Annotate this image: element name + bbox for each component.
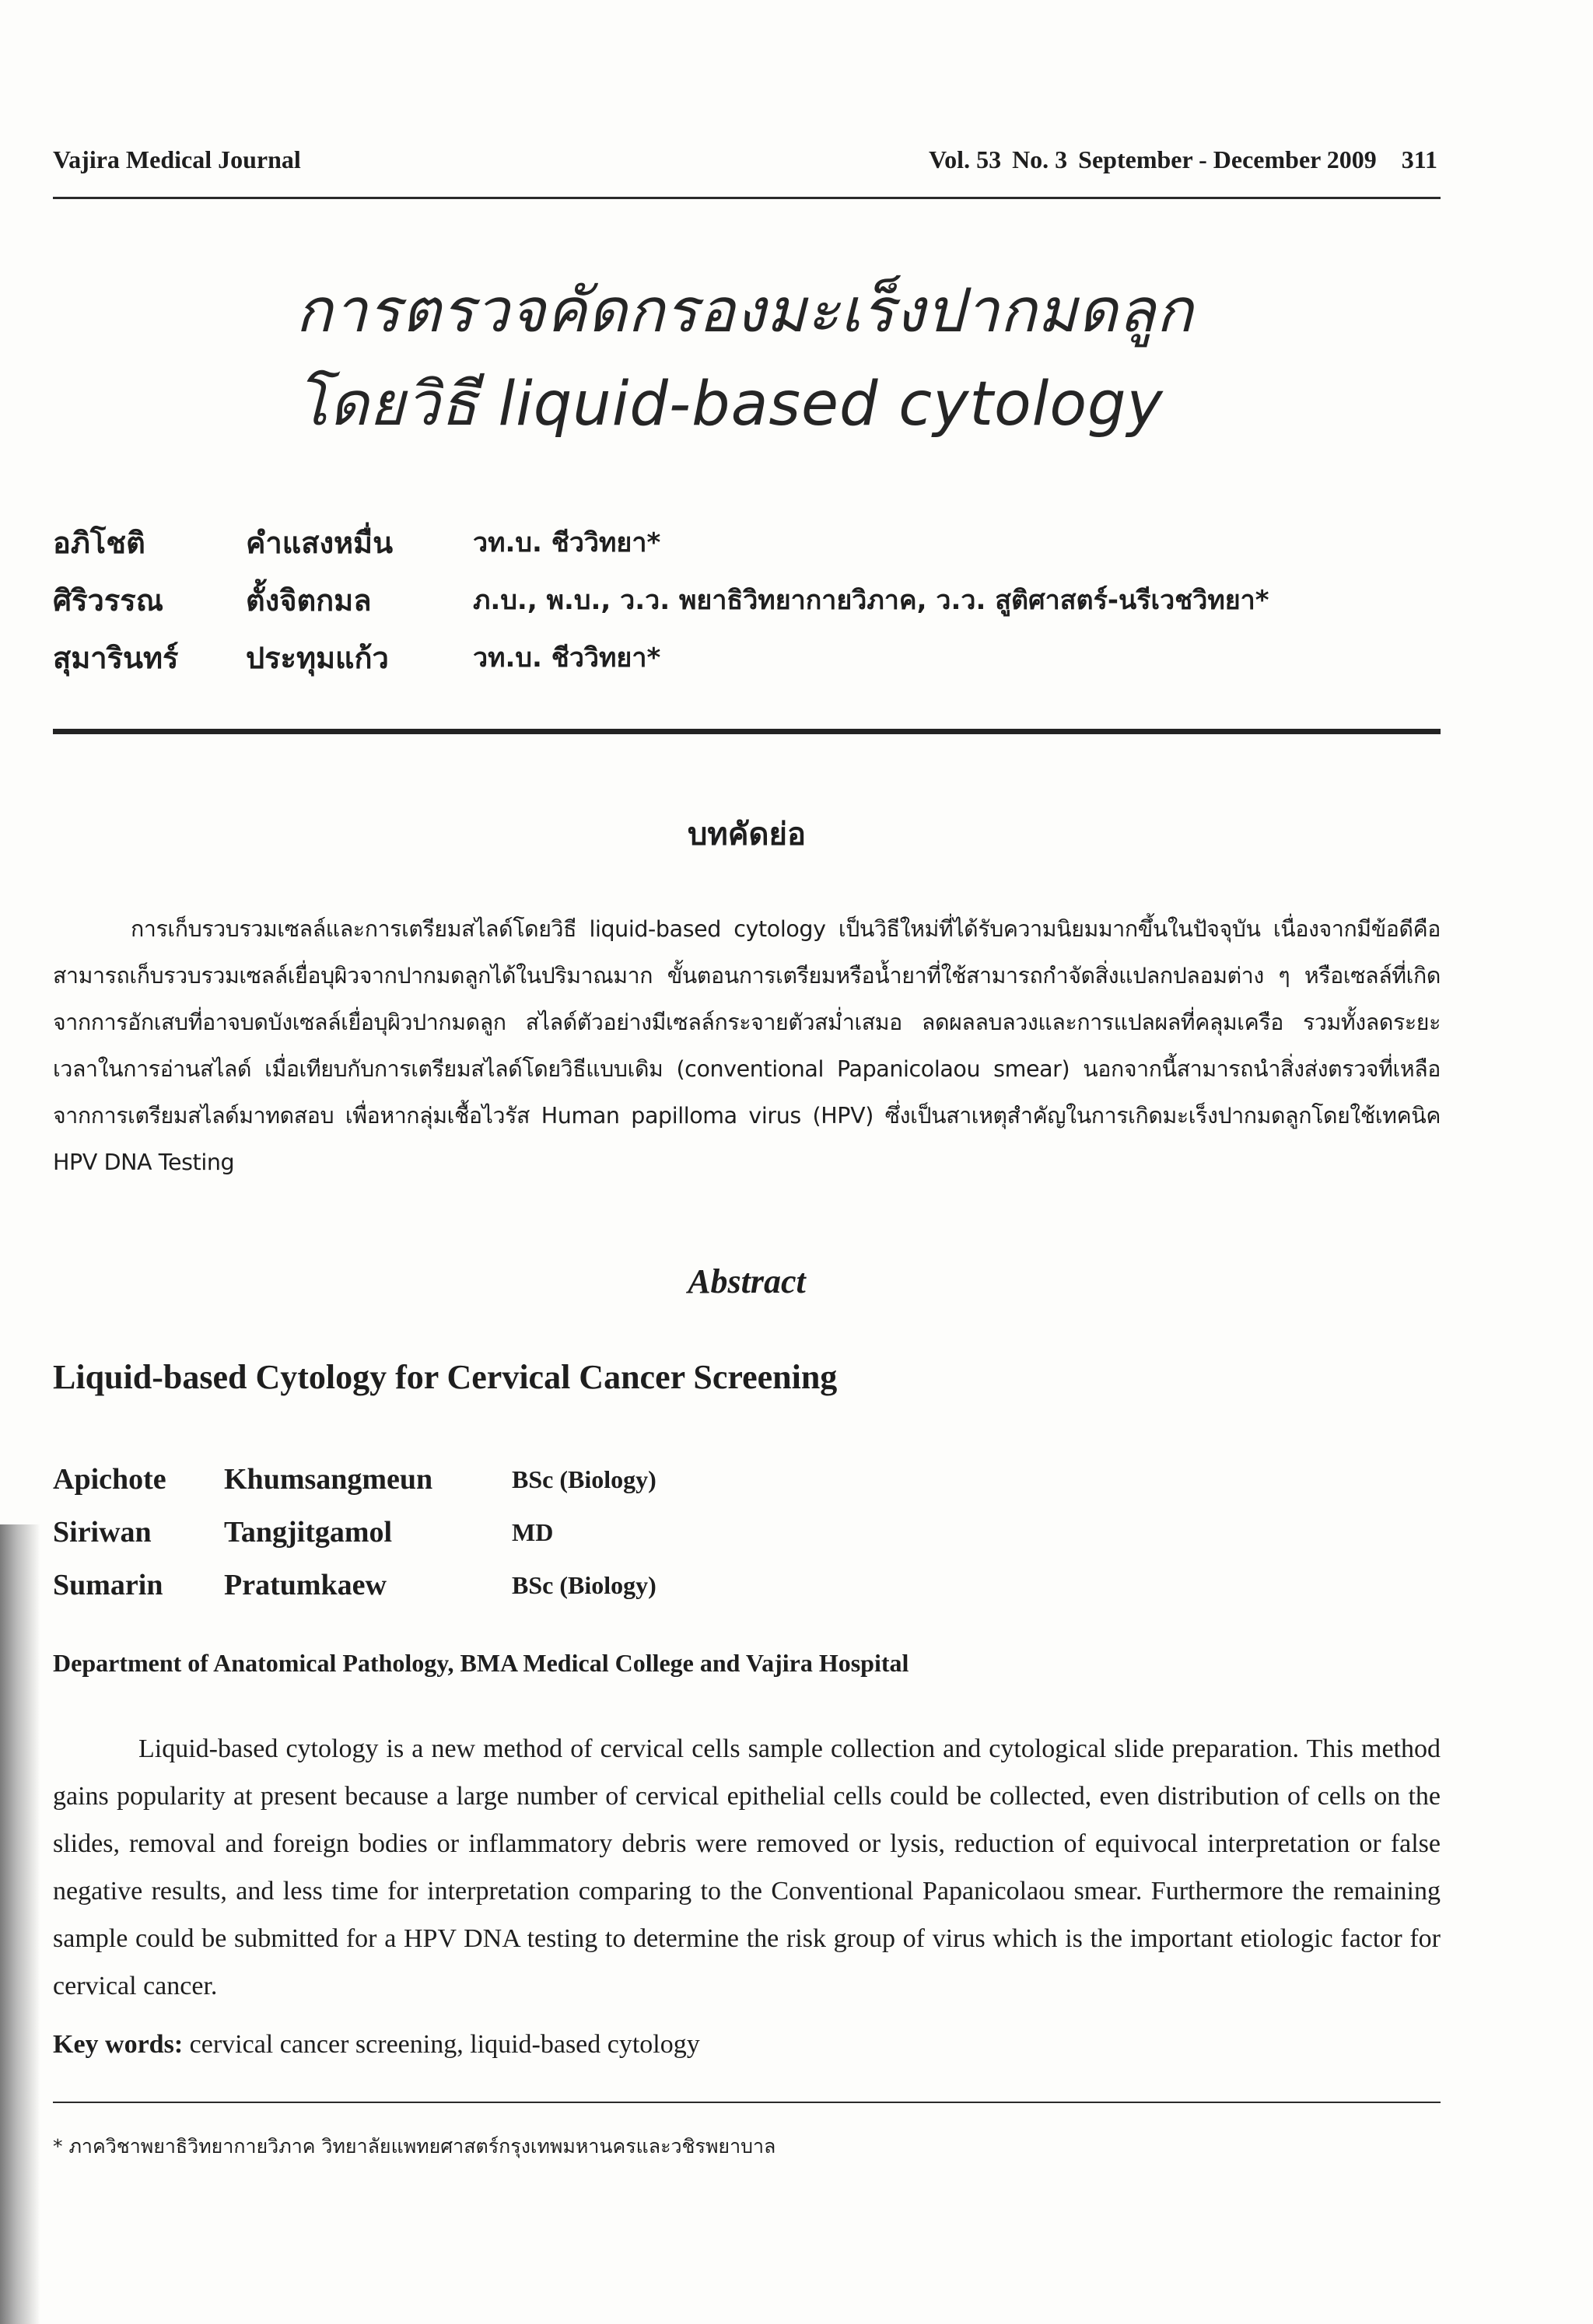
author-last-name: Pratumkaew (224, 1569, 387, 1601)
author-degree: BSc (Biology) (512, 1570, 656, 1599)
thai-abstract-heading: บทคัดย่อ (688, 817, 806, 852)
issue-info (929, 145, 1437, 174)
author-last-name: Tangjitgamol (224, 1516, 393, 1549)
author-last-name: ตั้งจิตกมล (246, 583, 372, 618)
abstract-heading: Abstract (688, 1262, 806, 1300)
author-first-name: ศิริวรรณ (53, 583, 163, 618)
author-first-name: Apichote (53, 1463, 166, 1496)
english-author-row (53, 1506, 986, 1559)
issue-number: No. 3 (1012, 145, 1068, 173)
author-last-name: ประทุมแก้ว (246, 640, 389, 675)
thai-author-row (53, 513, 1453, 571)
footnote-rule (53, 2102, 1441, 2103)
thai-author-row (53, 628, 1453, 686)
author-credentials: วท.บ. ชีววิทยา* (473, 527, 661, 558)
english-author-row (53, 1559, 986, 1612)
english-author-list (53, 1453, 986, 1612)
keywords-value: cervical cancer screening, liquid-based cytology (189, 2030, 700, 2059)
author-last-name: คำแสงหมื่น (246, 525, 394, 560)
footnote: * ภาควิชาพยาธิวิทยากายวิภาค วิทยาลัยแพทยศาสตร์กรุงเทพมหานครและวชิรพยาบาล (53, 2135, 776, 2158)
thai-author-list (53, 513, 1453, 686)
scan-shadow (0, 1524, 40, 2324)
title-line-1: การตรวจคัดกรองมะเร็งปากมดลูก (296, 276, 1194, 346)
author-first-name: สุมารินทร์ (53, 640, 179, 675)
author-credentials: วท.บ. ชีววิทยา* (473, 642, 661, 674)
department-affiliation: Department of Anatomical Pathology, BMA Medical College and Vajira Hospital (53, 1649, 909, 1677)
section-rule (53, 729, 1441, 734)
author-last-name: Khumsangmeun (224, 1463, 433, 1496)
thai-title (296, 264, 1307, 451)
author-first-name: อภิโชติ (53, 525, 145, 560)
header-rule (53, 197, 1441, 199)
journal-name: Vajira Medical Journal (53, 145, 301, 173)
running-header (53, 140, 1437, 179)
page-number: 311 (1401, 145, 1437, 173)
keywords-label: Key words: (53, 2030, 184, 2059)
author-first-name: Siriwan (53, 1516, 152, 1549)
english-author-row (53, 1453, 986, 1506)
author-credentials: ภ.บ., พ.บ., ว.ว. พยาธิวิทยากายวิภาค, ว.ว. สูติศาสตร์-นรีเวชวิทยา* (473, 585, 1269, 616)
volume: Vol. 53 (929, 145, 1002, 173)
english-abstract-body: Liquid-based cytology is a new method of cervical cells sample collection and cytological slide preparation. This method gains popularity at present because a large number of cervical epithelial cells could be collected, even distribution of cells on the slides, removal and foreign bodies or inflammatory debris were removed or lysis, reduction of equivocal interpretation or false negative results, and less time for interpretation comparing to the Conventional Papanicolaou smear. Furthermore the remaining sample could be submitted for a HPV DNA testing to determine the risk group of virus which is the important etiologic factor for cervical cancer. (53, 1734, 1441, 2000)
thai-author-row (53, 571, 1453, 628)
english-title: Liquid-based Cytology for Cervical Cancer Screening (53, 1358, 838, 1396)
thai-abstract-body: การเก็บรวบรวมเซลล์และการเตรียมสไลด์โดยวิธี liquid-based cytology เป็นวิธีใหม่ที่ได้รับความนิยมมากขึ้นในปัจจุบัน เนื่องจากมีข้อดีคือ สามารถเก็บรวบรวมเซลล์เยื่อบุผิวจากปากมดลูกได้ในปริมาณมาก ขั้นตอนการเตรียมหรือน้ำยาที่ใช้สามารถกำจัดสิ่งแปลกปลอมต่าง ๆ หรือเซลล์ที่เกิดจากการอักเสบที่อาจบดบังเซลล์เยื่อบุผิวปากมดลูก สไลด์ตัวอย่างมีเซลล์กระจายตัวสม่ำเสมอ ลดผลลบลวงและการแปลผลที่คลุมเครือ รวมทั้งลดระยะเวลาในการอ่านสไลด์ เมื่อเทียบกับการเตรียมสไลด์โดยวิธีแบบเดิม (conventional Papanicolaou smear) นอกจากนี้สามารถนำสิ่งส่งตรวจที่เหลือจากการเตรียมสไลด์มาทดสอบ เพื่อหากลุ่มเชื้อไวรัส Human papilloma virus (HPV) ซึ่งเป็นสาเหตุสำคัญในการเกิดมะเร็งปากมดลูกโดยใช้เทคนิค HPV DNA Testing (53, 916, 1441, 1175)
issue-period: September - December 2009 (1078, 145, 1377, 173)
author-first-name: Sumarin (53, 1569, 163, 1601)
title-line-2: โดยวิธี liquid-based cytology (296, 369, 1164, 439)
keywords (53, 2030, 700, 2060)
author-degree: MD (512, 1517, 554, 1546)
author-degree: BSc (Biology) (512, 1465, 656, 1493)
